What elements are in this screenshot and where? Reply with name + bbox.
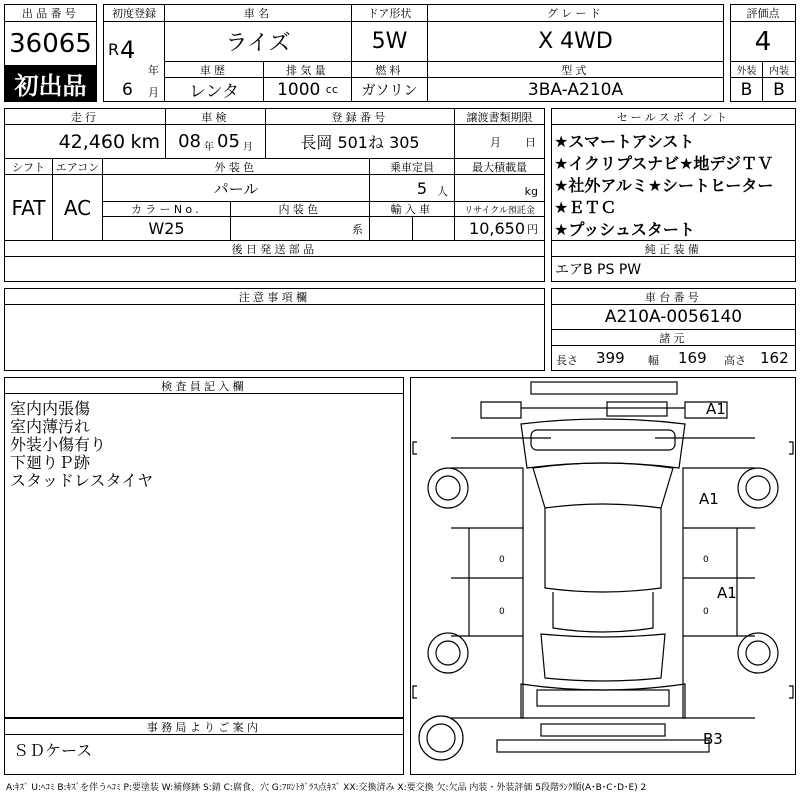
damage-mark: A1 [717, 584, 737, 602]
month-unit: 月 [148, 86, 159, 99]
int-color-label: 内装色 [230, 201, 370, 217]
damage-mark: B3 [703, 730, 723, 748]
reg-year: 4 [120, 36, 136, 64]
mileage-value: 42,460 [58, 130, 126, 153]
width-label: 幅 [648, 354, 659, 367]
chassis-label: 車台番号 [551, 288, 796, 305]
capacity-unit: 人 [437, 185, 448, 198]
inspector-line: 室内薄汚れ [10, 417, 91, 436]
sales-point-item: ★プッシュスタート [554, 220, 695, 239]
equipment-label: 純正装備 [551, 240, 796, 257]
svg-text:0: 0 [499, 555, 505, 565]
color-label: 外装色 [102, 158, 370, 175]
score-label: 評価点 [730, 4, 796, 22]
capacity-label: 乗車定員 [369, 158, 455, 175]
sales-point-item: ★スマートアシスト [554, 132, 695, 151]
int-color-unit: 系 [230, 216, 370, 241]
damage-mark: A1 [699, 490, 719, 508]
height-value: 162 [760, 349, 789, 367]
car-name: ライズ [164, 21, 352, 62]
transfer-value [454, 124, 545, 159]
office-value: ＳＤケース [13, 741, 93, 760]
office-label: 事務局よりご案内 [4, 718, 404, 735]
sales-points-box [551, 124, 796, 241]
damage-mark: A1 [706, 400, 726, 418]
reg-month: 6 [122, 80, 133, 100]
dims-label: 諸元 [551, 329, 796, 346]
shift-label: シフト [4, 158, 53, 175]
color-value: パール [102, 174, 370, 202]
capacity-value: 5 [416, 178, 427, 198]
sales-points-label: セールスポイント [551, 108, 796, 125]
lot-number: 36065 [4, 21, 97, 66]
recycle-unit: 円 [527, 222, 538, 236]
later-parts-box [4, 256, 545, 282]
transfer-day: 日 [525, 135, 536, 149]
displacement-label: 排気量 [263, 61, 352, 78]
color-no-label: カラーNo. [102, 201, 231, 217]
capacity-box [369, 174, 455, 202]
door-value: 5W [351, 21, 428, 62]
inspector-line: 下廻りＰ跡 [10, 453, 91, 472]
fuel-value: ガソリン [351, 77, 428, 102]
fuel-label: 燃料 [351, 61, 428, 78]
sales-point-item: ★社外アルミ★シートヒーター [554, 176, 774, 195]
inspector-line: 外装小傷有り [10, 435, 107, 454]
car-outline-icon [411, 378, 795, 774]
exterior-label: 外装 [730, 61, 763, 78]
dims-box [551, 345, 796, 371]
inspection-label: 車検 [165, 108, 266, 125]
mileage-box [4, 124, 166, 159]
notes-box [4, 304, 545, 371]
length-label: 長さ [556, 354, 578, 367]
inspection-box [165, 124, 266, 159]
model-label: 型式 [427, 61, 724, 78]
lot-label: 出品番号 [4, 4, 97, 22]
sales-point-item: ★イクリプスナビ★地デジＴＶ [554, 154, 774, 173]
history-value: レンタ [164, 77, 264, 102]
model-value: 3BA-A210A [427, 77, 724, 102]
inspection-year: 08 [178, 131, 201, 152]
year-unit: 年 [148, 64, 159, 77]
first-listing-badge: 初出品 [4, 65, 97, 102]
mileage-unit: km [130, 130, 160, 153]
ac-label: エアコン [52, 158, 103, 175]
width-value: 169 [678, 349, 707, 367]
plate-value: 長岡 501ね 305 [265, 124, 455, 159]
score-value: 4 [730, 21, 796, 62]
reg-label: 初度登録 [103, 4, 165, 22]
transfer-label: 譲渡書類期限 [454, 108, 545, 125]
chassis-value: A210A-0056140 [551, 304, 796, 330]
interior-grade: B [762, 77, 796, 102]
era-prefix: R [108, 40, 120, 59]
exterior-grade: B [730, 77, 763, 102]
equipment-value: エアB PS PW [551, 256, 796, 282]
inspector-label: 検査員記入欄 [4, 377, 404, 394]
displacement-unit: cc [325, 83, 338, 96]
sales-point-item: ★ＥＴＣ [554, 198, 617, 217]
history-label: 車歴 [164, 61, 264, 78]
svg-text:0: 0 [703, 607, 709, 617]
height-label: 高さ [724, 354, 746, 367]
shift-value: FAT [4, 174, 53, 241]
svg-text:0: 0 [499, 607, 505, 617]
plate-label: 登録番号 [265, 108, 455, 125]
length-value: 399 [596, 349, 625, 367]
insp-year-unit: 年 [204, 142, 214, 153]
inspector-line: スタッドレスタイヤ [10, 471, 154, 490]
inspector-box [4, 393, 404, 718]
inspection-month: 05 [217, 131, 240, 152]
later-parts-label: 後日発送部品 [4, 240, 545, 257]
interior-label: 内装 [762, 61, 796, 78]
load-label: 最大積載量 [454, 158, 545, 175]
ac-value: AC [52, 174, 103, 241]
reg-value-box [103, 21, 165, 102]
import-label: 輸入車 [369, 201, 455, 217]
import-box-a [369, 216, 413, 241]
displacement-value: 1000 [277, 79, 321, 100]
recycle-label: リサイクル預託金 [454, 201, 545, 217]
load-unit: kg [454, 174, 545, 202]
notes-label: 注意事項欄 [4, 288, 545, 305]
grade-value: X 4WD [427, 21, 724, 62]
mileage-label: 走行 [4, 108, 166, 125]
recycle-value: 10,650 [469, 219, 525, 238]
car-name-label: 車名 [164, 4, 352, 22]
legend-text: A:ｷｽﾞ U:ﾍｺﾐ B:ｷｽﾞを伴うﾍｺﾐ P:要塗装 W:補修跡 S:錆 C:腐食、穴 G:ﾌﾛﾝﾄｶﾞﾗｽ点ｷｽﾞ XX:交換済み X:要交換 欠:欠品 内装・外装評価 5段階ﾗﾝｸ順(A･B･C･D･E) 2 [6, 783, 647, 793]
grade-label: グレード [427, 4, 724, 22]
door-label: ドア形状 [351, 4, 428, 22]
import-box-b [412, 216, 455, 241]
svg-text:0: 0 [703, 555, 709, 565]
transfer-month: 月 [490, 135, 501, 149]
insp-month-unit: 月 [242, 142, 253, 153]
recycle-box [454, 216, 545, 241]
inspector-line: 室内内張傷 [10, 399, 91, 418]
office-box [4, 734, 404, 775]
color-no-value: W25 [102, 216, 231, 241]
displacement-box [263, 77, 352, 102]
car-diagram [410, 377, 796, 775]
